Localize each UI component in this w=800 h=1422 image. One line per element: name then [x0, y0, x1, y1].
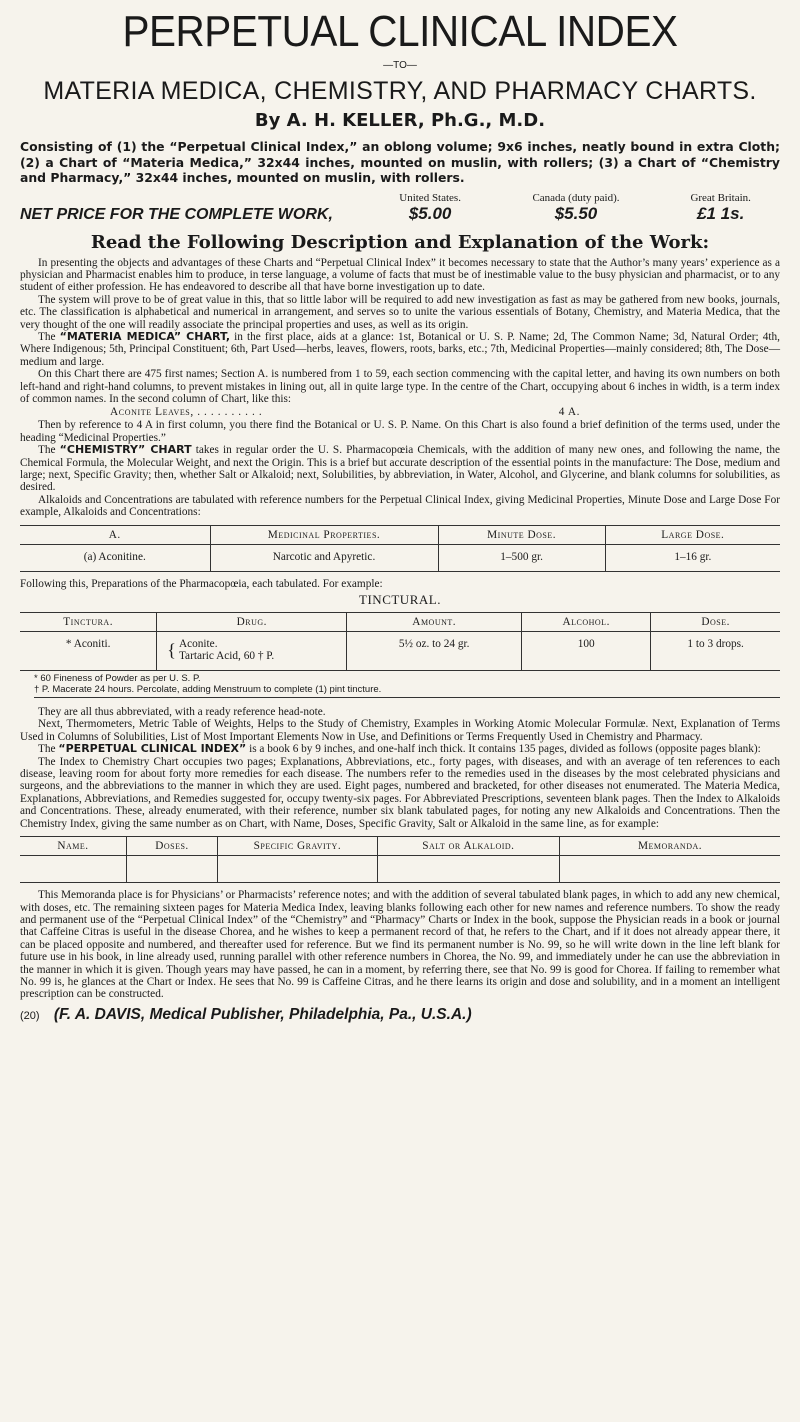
table-row — [20, 544, 780, 571]
example-line — [110, 406, 780, 418]
paragraph-12: The Index to Chemistry Chart occupies two pages; Explanations, Abbreviations, etc., forty pages, with diseases, and with an average of ten references to each disease, leaving room for about forty more remedies for each disease. The numbers refer to the remedies used in the diseases by the most celebrated physicians and surgeons, and the abbreviations to the manner in which they are used. Eight pages, numbered and bracketed, for other diseases not enumerated. The Materia Medica, Explanations, Abbreviations, and Remedies suggested for, occupy twenty-six pages. For Abbreviated Prescriptions, seventeen blank pages. Then the Index to Alkaloids and Concentrations. These, already enumerated, with their reference, number six blank tabulated pages, for noting any new Alkaloids and Concentrations. Then the Chemistry Index, giving the same number as on Chart, with Name, Doses, Specific Gravity, Salt or Alkaloid in the same line, as for example: — [20, 755, 780, 830]
memo-cell-empty — [126, 856, 217, 883]
price-label: NET PRICE FOR THE COMPLETE WORK, — [20, 205, 333, 223]
tinctural-heading: TINCTURAL. — [359, 592, 441, 608]
paragraph-7: Alkaloids and Concentrations are tabulated with reference numbers for the Perpetual Clinical Index, giving Medicinal Properties, Minute Dose and Large Dose For example, Alkaloids and Concentrations: — [20, 493, 780, 519]
footer — [20, 1006, 780, 1024]
alkaloid-cell-minute: 1–500 gr. — [438, 544, 605, 571]
paragraph-9: They are all thus abbreviated, with a ready reference head-note. — [38, 706, 326, 719]
paragraph-1: In presenting the objects and advantages of these Charts and “Perpetual Clinical Index” it becomes necessary to state that the Author’s many years’ experience as a physician and Pharmacist enables him to produce, in terse language, a volume of facts that must be of inestimable value to the busy physician and pharmacist, or to any student of either profession. He has endeavored to describe all that have borne investigation up to date. — [20, 256, 780, 294]
tinct-cell-amount: 5½ oz. to 24 gr. — [347, 632, 522, 671]
tinct-header-drug: Drug. — [157, 613, 347, 632]
paragraph-6 — [20, 444, 780, 494]
alkaloid-header-minute: Minute Dose. — [438, 525, 605, 544]
alkaloid-table — [20, 525, 780, 572]
price-canada: $5.50 — [554, 203, 598, 223]
paragraph-2: The system will prove to be of great value in this, that so little labor will be required to add new investigation as fast as may be gathered from new books, journals, etc. The classification is alphabetical and numerical in arrangement, and serves so to unite the various essentials of Botany, Chemistry, and Materia Medica, that the very thought of the one will readily associate the principal properties and uses, as well as its origin. — [20, 293, 780, 331]
consisting-paragraph: Consisting of (1) the “Perpetual Clinical Index,” an oblong volume; 9x6 inches, neatly bound in extra Cloth; (2) a Chart of “Materia Medica,” 32x44 inches, mounted on muslin, with rollers; (3) a Chart of “Chemistry and Pharmacy,” 32x44 inches, mounted on muslin, with rollers. — [20, 139, 780, 185]
memo-header-doses: Doses. — [126, 837, 217, 856]
memo-cell-empty — [20, 856, 126, 883]
paragraph-13: This Memoranda place is for Physicians’ or Pharmacists’ reference notes; and with the addition of several tabulated blank pages, in which to add any new chemical, with doses, etc. The remaining sixteen pages for Materia Medica Index, leaving blanks following each other for new names and reference numbers. To show the ready and permanent use of the “Perpetual Clinical Index” of the “Chemistry” and “Pharmacy” Charts or Index in the book, suppose the Physician reads in a book or journal that Caffeine Citras is useful in the disease Chorea, and he wishes to keep a permanent record of that, he refers to the Chart, and if it does not already appear there, it can be placed opposite and numbered, and thereafter used for reference. But we find its permanent number is No. 99, so he will write down in the line left blank for future use in his book, in line already used, running parallel with other reference numbers in Chorea, the No. 99, and immediately under he can use the abbreviation in the manner in which it is given. Though years may have passed, he can in a moment, by referring there, see that No. 99 is good for Chorea. If failing to remember what No. 99 is, he glances at the Chart or Index. He sees that No. 99 is Caffeine Citras, and he there learns its origin and dose and solubility, and in a moment an intelligent prescription can be constructed. — [20, 889, 780, 1001]
tinct-cell-alcohol: 100 — [522, 632, 651, 671]
footnote-1: * 60 Fineness of Powder as per U. S. P. — [34, 673, 201, 685]
memo-table — [20, 836, 780, 883]
tinct-cell-dose: 1 to 3 drops. — [651, 632, 780, 671]
brace-glyph: { — [167, 640, 176, 661]
to-divider: —TO— — [383, 60, 417, 71]
alkaloid-cell-name: (a) Aconitine. — [20, 544, 210, 571]
memo-cell-empty — [218, 856, 378, 883]
memo-cell-empty — [560, 856, 780, 883]
tinct-header-alcohol: Alcohol. — [522, 613, 651, 632]
author-line: By A. H. KELLER, Ph.G., M.D. — [254, 110, 546, 131]
tinct-cell-tinctura: * Aconiti. — [20, 632, 157, 671]
memo-header-name: Name. — [20, 837, 126, 856]
paragraph-6-rest: takes in regular order the U. S. Pharmacopœia Chemicals, with the addition of many new ones, and following the name, the Chemical Formula, the Molecular Weight, and next the Origin. This is a brief but accurate description of the essential points in the manufacture: The Dose, medium and large; next, Specific Gravity; then, whether Salt or Alkaloid; next, Solubilities, by abbreviation, in Water, Alcohol, and Glycerine, and blank columns for solubilities, as desired. — [20, 444, 781, 494]
tinct-cell-drug — [157, 632, 347, 671]
tinctural-footnotes — [34, 673, 780, 698]
example-number: 4 A. — [558, 406, 580, 419]
tinctural-table — [20, 612, 780, 671]
read-heading: Read the Following Description and Explanation of the Work: — [90, 231, 710, 253]
example-name: Aconite Leaves, . . . . . . . . . . — [110, 406, 263, 419]
alkaloid-header-a: A. — [20, 525, 210, 544]
table-row — [20, 856, 780, 883]
price-us: $5.00 — [408, 203, 452, 223]
page-number: (20) — [20, 1009, 40, 1022]
alkaloid-cell-properties: Narcotic and Apyretic. — [210, 544, 438, 571]
memo-header-memoranda: Memoranda. — [560, 837, 780, 856]
paragraph-11-rest: is a book 6 by 9 inches, and one-half inch thick. It contains 135 pages, divided as follows (opposite pages blank): — [246, 743, 761, 756]
price-col-canada: Canada (duty paid). — [532, 191, 620, 204]
page-subtitle: MATERIA MEDICA, CHEMISTRY, AND PHARMACY CHARTS. — [43, 77, 757, 105]
publisher-line: (F. A. DAVIS, Medical Publisher, Philadelphia, Pa., U.S.A.) — [53, 1005, 472, 1023]
paragraph-3-rest: in the first place, aids at a glance: 1st, Botanical or U. S. P. Name; 2d, The Common Name; 3d, Natural Order; 4th, Where Indigenous; 5th, Principal Constituent; 6th, Part Used—herbs, leaves, flowers, roots, barks, etc.; 7th, Medicinal Properties—mainly considered; 8th, The Dose—medium and large. — [20, 330, 780, 368]
memo-header-salt: Salt or Alkaloid. — [377, 837, 559, 856]
memo-cell-empty — [377, 856, 559, 883]
tinct-drug-2: Tartaric Acid, 60 † P. — [178, 650, 275, 663]
clinical-index-heading: “PERPETUAL CLINICAL INDEX” — [58, 742, 247, 756]
paragraph-8: Following this, Preparations of the Pharmacopœia, each tabulated. For example: — [20, 577, 383, 590]
price-col-us: United States. — [399, 191, 461, 204]
page-title: PERPETUAL CLINICAL INDEX — [122, 7, 678, 56]
price-britain: £1 1s. — [697, 203, 745, 223]
paragraph-10: Next, Thermometers, Metric Table of Weights, Helps to the Study of Chemistry, Examples in Working Atomic Molecular Formulæ. Next, Explanation of Terms Used in Columns of Solubilities, List of Most Important Elements Now in Use, and Definitions or Terms Frequently Used in Chemistry and Pharmacy. — [20, 718, 780, 743]
price-table — [20, 192, 780, 224]
tinct-drug-1: Aconite. — [178, 638, 218, 651]
table-row — [20, 632, 780, 671]
price-col-britain: Great Britain. — [690, 191, 751, 204]
paragraph-5: Then by reference to 4 A in first column, you there find the Botanical or U. S. P. Name. On this Chart is also found a brief definition of the terms used, under the heading “Medicinal Properties.” — [20, 419, 780, 444]
alkaloid-header-properties: Medicinal Properties. — [210, 525, 438, 544]
tinct-header-amount: Amount. — [347, 613, 522, 632]
paragraph-11-lead: The — [38, 743, 59, 756]
paragraph-11 — [20, 743, 780, 755]
tinct-header-dose: Dose. — [651, 613, 780, 632]
page — [20, 0, 780, 1024]
memo-header-gravity: Specific Gravity. — [218, 837, 378, 856]
paragraph-3-lead: The — [38, 330, 60, 343]
chemistry-chart-heading: “CHEMISTRY” CHART — [59, 443, 192, 457]
paragraph-4: On this Chart there are 475 first names; Section A. is numbered from 1 to 59, each section commencing with the capital letter, and having its own numbers on both left-hand and right-hand columns, to prevent mistakes in lining out, all in quite large type. In the centre of the Chart, occupying about 6 inches in width, is a term index of common names. In the second column of Chart, like this: — [20, 368, 780, 405]
alkaloid-header-large: Large Dose. — [605, 525, 780, 544]
paragraph-3 — [20, 331, 780, 368]
tinct-header-tinctura: Tinctura. — [20, 613, 157, 632]
alkaloid-cell-large: 1–16 gr. — [605, 544, 780, 571]
materia-medica-chart-heading: “MATERIA MEDICA” CHART, — [59, 329, 231, 343]
paragraph-6-lead: The — [38, 444, 60, 457]
footnote-2: † P. Macerate 24 hours. Percolate, adding Menstruum to complete (1) pint tincture. — [34, 684, 382, 696]
